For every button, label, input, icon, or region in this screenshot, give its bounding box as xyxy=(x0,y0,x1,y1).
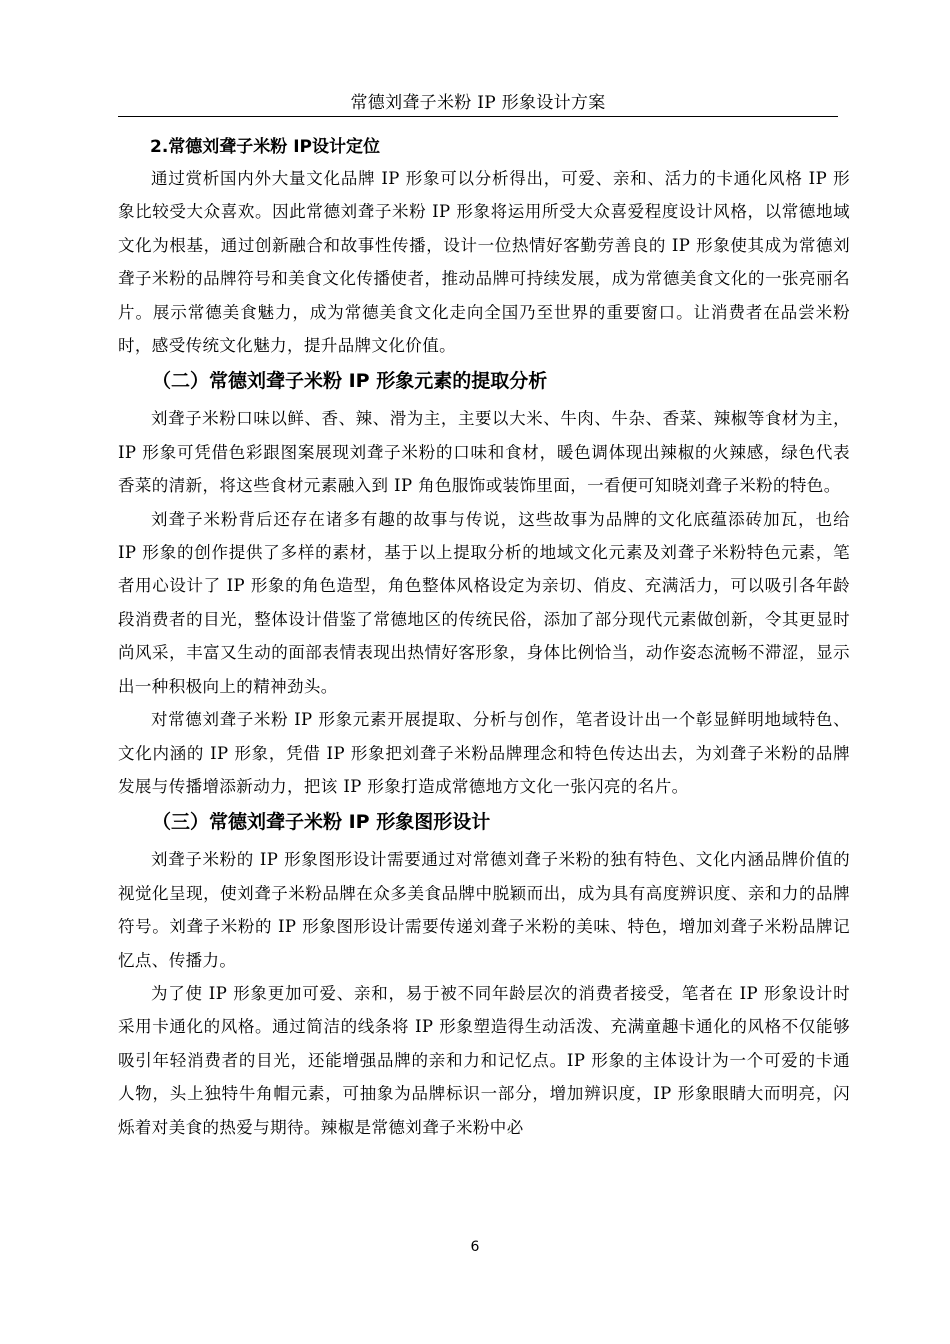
section-heading-graphic-design: （三）常德刘聋子米粉 IP 形象图形设计 xyxy=(152,811,491,834)
paragraph: 通过赏析国内外大量文化品牌 IP 形象可以分析得出，可爱、亲和、活力的卡通化风格 IP 形象比较受大众喜欢。因此常德刘聋子米粉 IP 形象将运用所受大众喜爱程度设计风格，以常德地域文化为根基，通过创新融合和故事性传播，设计一位热情好客勤劳善良的 IP 形象使其成为常德刘聋子米粉的品牌符号和美食文化传播使者，推动品牌可持续发展，成为常德美食文化的一张亮丽名片。展示常德美食魅力，成为常德美食文化走向全国乃至世界的重要窗口。让消费者在品尝米粉时，感受传统文化魅力，提升品牌文化价值。 xyxy=(118,169,850,356)
page-content xyxy=(118,132,850,1144)
section-heading-element-extraction: （二）常德刘聋子米粉 IP 形象元素的提取分析 xyxy=(152,370,548,393)
paragraph: 刘聋子米粉背后还存在诸多有趣的故事与传说，这些故事为品牌的文化底蕴添砖加瓦，也给 IP 形象的创作提供了多样的素材，基于以上提取分析的地域文化元素及刘聋子米粉特色元素，笔者用心设计了 IP 形象的角色造型，角色整体风格设定为亲切、俏皮、充满活力，可以吸引各年龄段消费者的目光，整体设计借鉴了常德地区的传统民俗，添加了部分现代元素做创新，令其更显时尚风采，丰富又生动的面部表情表现出热情好客形象，身体比例恰当，动作姿态流畅不滞涩，显示出一种积极向上的精神劲头。 xyxy=(118,509,850,696)
paragraph: 为了使 IP 形象更加可爱、亲和，易于被不同年龄层次的消费者接受，笔者在 IP 形象设计时采用卡通化的风格。通过简洁的线条将 IP 形象塑造得生动活泼、充满童趣卡通化的风格不仅能够吸引年轻消费者的目光，还能增强品牌的亲和力和记忆点。IP 形象的主体设计为一个可爱的卡通人物，头上独特牛角帽元素，可抽象为品牌标识一部分，增加辨识度，IP 形象眼睛大而明亮，闪烁着对美食的热爱与期待。辣椒是常德刘聋子米粉中必 xyxy=(118,983,850,1137)
header-rule xyxy=(118,116,838,117)
paragraph: 刘聋子米粉的 IP 形象图形设计需要通过对常德刘聋子米粉的独有特色、文化内涵品牌价值的视觉化呈现，使刘聋子米粉品牌在众多美食品牌中脱颖而出，成为具有高度辨识度、亲和力的品牌符号。刘聋子米粉的 IP 形象图形设计需要传递刘聋子米粉的美味、特色，增加刘聋子米粉品牌记忆点、传播力。 xyxy=(118,850,850,970)
section-heading-design-positioning: 2.常德刘聋子米粉 IP设计定位 xyxy=(150,137,380,157)
paragraph: 刘聋子米粉口味以鲜、香、辣、滑为主，主要以大米、牛肉、牛杂、香菜、辣椒等食材为主，IP 形象可凭借色彩跟图案展现刘聋子米粉的口味和食材，暖色调体现出辣椒的火辣感，绿色代表香菜的清新，将这些食材元素融入到 IP 角色服饰或装饰里面，一看便可知晓刘聋子米粉的特色。 xyxy=(118,409,850,496)
running-header-title: 常德刘聋子米粉 IP 形象设计方案 xyxy=(350,93,606,113)
paragraph: 对常德刘聋子米粉 IP 形象元素开展提取、分析与创作，笔者设计出一个彰显鲜明地域特色、文化内涵的 IP 形象，凭借 IP 形象把刘聋子米粉品牌理念和特色传达出去，为刘聋子米粉的品牌发展与传播增添新动力，把该 IP 形象打造成常德地方文化一张闪亮的名片。 xyxy=(118,710,850,796)
page-number: 6 xyxy=(470,1239,480,1255)
